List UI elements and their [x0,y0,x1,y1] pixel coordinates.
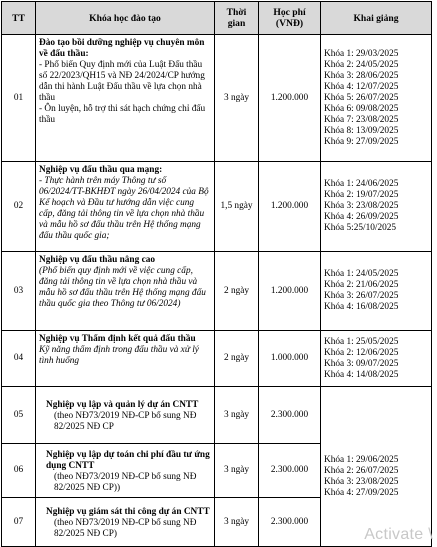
start-date: Khóa 2: 12/06/2025 [324,347,399,358]
course-duration: 3 ngày [215,35,259,162]
course-notes: (theo NĐ73/2019 NĐ-CP bổ sung NĐ 82/2025 NĐ CP) [54,517,197,539]
course-cell [36,444,215,498]
row-number: 03 [2,252,36,331]
start-date: Khóa 4: 16/08/2025 [324,302,399,312]
row-number: 07 [2,498,36,547]
start-date: Khóa 4: 12/07/2025 [324,81,399,92]
start-date: Khóa 8: 13/09/2025 [324,125,399,136]
table-row [2,35,432,162]
table-row [2,387,432,444]
course-title: Nghiệp vụ lập và quản lý dự án CNTT [46,399,199,410]
header-tt: TT [2,2,36,35]
start-date: Khóa 1: 24/06/2025 [324,179,399,189]
course-description: (Phổ biến quy định mới về việc cung cấp, đăng tải thông tin về lựa chọn nhà thầu và mẫu hồ sơ đấu thầu trên Hệ thống mạng đấu thầu quốc gia theo Thông tư 06/2024) [39,266,206,309]
start-date: Khóa 3: 23/08/2025 [324,477,399,487]
start-date: Khóa 1: 29/06/2025 [324,455,399,465]
start-dates [321,162,432,252]
start-date: Khóa 3: 23/08/2025 [324,201,399,211]
row-number: 01 [2,35,36,162]
course-fee: 2.300.000 [259,498,321,547]
start-dates [321,252,432,331]
start-date: Khóa 3: 26/07/2025 [324,291,399,301]
course-title: Nghiệp vụ đấu thầu nâng cao [39,255,155,265]
course-title: Nghiệp vụ giám sát thi công dự án CNTT [46,506,210,517]
table-row [2,252,432,331]
course-notes: (theo NĐ73/2019 NĐ-CP bổ sung NĐ 82/2025 NĐ CP [54,410,197,432]
shared-start-dates [321,387,432,547]
row-number: 02 [2,162,36,252]
header-fee: Học phí (VNĐ) [259,2,321,35]
course-description: Kỹ năng thẩm định trong đấu thầu và xử lý tình huống [39,345,199,366]
header-time: Thời gian [215,2,259,35]
start-date: Khóa 9: 27/09/2025 [324,136,399,147]
course-fee: 1.200.000 [259,162,321,252]
course-fee: 2.300.000 [259,387,321,444]
start-date: Khóa 1: 25/05/2025 [324,336,399,347]
start-date: Khóa 5:25/10/2025 [324,223,397,233]
start-date: Khóa 2: 26/07/2025 [324,466,399,476]
start-dates [321,331,432,387]
course-fee: 1.200.000 [259,35,321,162]
course-schedule-table [1,1,432,547]
course-cell [36,387,215,444]
header-start: Khai giảng [321,2,432,35]
course-title: Nghiệp vụ đấu thầu qua mạng: [39,165,163,175]
course-fee: 1.200.000 [259,252,321,331]
row-number: 06 [2,444,36,498]
course-description: - Thực hành trên máy Thông tư số 06/2024/TT-BKHĐT ngày 26/04/2024 của Bộ Kế hoạch và Đầu tư hướng dẫn việc cung cấp, đăng tải thông tin về lựa chọn nhà thầu và mẫu hồ sơ đấu thầu trên Hệ thống mạng đấu thầu quốc gia; [39,176,209,241]
course-fee: 2.300.000 [259,444,321,498]
course-cell [36,498,215,547]
start-date: Khóa 3: 28/06/2025 [324,70,399,81]
row-number: 05 [2,387,36,444]
header-course: Khóa học đào tạo [36,2,215,35]
table-header-row [2,2,432,35]
course-duration: 1,5 ngày [215,162,259,252]
start-date: Khóa 7: 23/08/2025 [324,114,399,125]
table-row [2,331,432,387]
course-title: Nghiệp vụ Thẩm định kết quả đấu thầu [39,334,196,344]
start-date: Khóa 1: 24/05/2025 [324,269,399,279]
course-cell [36,35,215,162]
course-duration: 3 ngày [215,498,259,547]
course-cell [36,331,215,387]
course-duration: 2 ngày [215,331,259,387]
course-fee: 1.000.000 [259,331,321,387]
course-notes: (theo NĐ73/2019 NĐ-CP bổ sung NĐ 82/2025 NĐ CP)) [54,471,197,493]
start-dates [321,35,432,162]
course-cell [36,162,215,252]
start-date: Khóa 5: 26/07/2025 [324,92,399,103]
start-date: Khóa 1: 29/03/2025 [324,48,399,59]
course-duration: 2 ngày [215,252,259,331]
course-duration: 3 ngày [215,444,259,498]
start-date: Khóa 4: 27/09/2025 [324,488,399,498]
start-date: Khóa 2: 24/05/2025 [324,59,399,70]
course-duration: 3 ngày [215,387,259,444]
course-cell [36,252,215,331]
activate-watermark: Activate \ [364,526,433,543]
start-date: Khóa 2: 21/06/2025 [324,280,399,290]
start-date: Khóa 6: 09/08/2025 [324,103,399,114]
course-title: Đào tạo bồi dưỡng nghiệp vụ chuyên môn về đấu thầu: [39,38,205,59]
start-date: Khóa 3: 09/07/2025 [324,358,399,369]
course-notes: - Phổ biến Quy định mới của Luật Đấu thầu số 22/2023/QH15 và NĐ 24/2024/CP hướng dẫn thi hành Luật Đấu thầu về lựa chọn nhà thầu - Ôn luyện, hỗ trợ thi sát hạch chứng chỉ đấu thầu [39,60,206,125]
row-number: 04 [2,331,36,387]
start-date: Khóa 4: 14/08/2025 [324,369,399,380]
table-row [2,162,432,252]
start-date: Khóa 4: 26/09/2025 [324,212,399,222]
course-title: Nghiệp vụ lập dự toán chi phí đầu tư ứng dụng CNTT [46,449,210,471]
start-date: Khóa 2: 19/07/2025 [324,190,399,200]
